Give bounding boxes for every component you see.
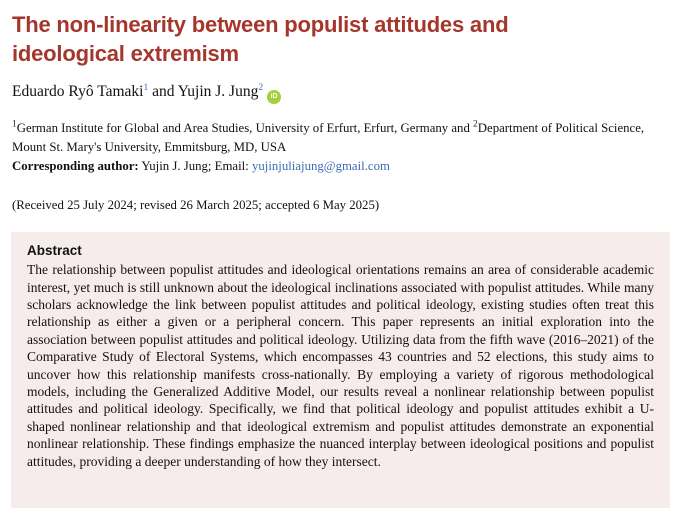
corresponding-author-text: Yujin J. Jung; Email:: [141, 158, 249, 173]
abstract-box: [11, 232, 670, 508]
author-2-affiliation-mark: 2: [258, 82, 264, 93]
affiliation-1-text: German Institute for Global and Area Studies, University of Erfurt, Erfurt, Germany and: [16, 120, 474, 135]
abstract-heading: Abstract: [27, 243, 82, 259]
corresponding-author-label: Corresponding author:: [12, 158, 139, 173]
author-1-name: Eduardo Ryô Tamaki: [12, 83, 144, 101]
affiliation-2-mark: 2: [473, 119, 478, 130]
corresponding-email-link[interactable]: yujinjuliajung@gmail.com: [251, 158, 390, 173]
article-history-dates: (Received 25 July 2024; revised 26 March 2025; accepted 6 May 2025): [12, 198, 380, 213]
orcid-icon[interactable]: iD: [267, 90, 281, 104]
affiliation-block: [12, 119, 670, 177]
affiliation-1-mark: 1: [12, 119, 17, 130]
author-byline: [12, 83, 670, 104]
affiliations-line: [12, 119, 670, 157]
abstract-text: The relationship between populist attitudes and ideological orientations remains an area of considerable academic interest, yet much is still unknown about the ideological inclinations associated with populist attitudes. While many scholars acknowledge the link between populist attitudes and political ideology, existing studies often treat this relationship as either a given or a peripheral concern. This paper represents an initial exploration into the association between populist attitudes and political ideology. Utilizing data from the fifth wave (2016–2021) of the Comparative Study of Electoral Systems, which encompasses 43 countries and 52 elections, this study aims to uncover how this relationship manifests cross-nationally. By employing a variety of rigorous methodological models, including the Generalized Additive Model, our results reveal a nonlinear relationship between populist attitudes and political ideology. Specifically, we find that political ideology and populist attitudes exhibit a U-shaped nonlinear relationship and that ideological extremism and populist attitudes demonstrate an exponential nonlinear relationship. These findings emphasize the nuanced interplay between ideological positions and populist attitudes, providing a deeper understanding of how they intersect.: [27, 262, 654, 469]
affiliation-2-text: Department of Political Science, Mount St. Mary's University, Emmitsburg, MD, USA: [12, 120, 645, 154]
author-1-affiliation-mark: 1: [143, 82, 149, 93]
corresponding-author-line: [12, 157, 670, 176]
byline-connector: and: [152, 83, 175, 101]
article-title: The non-linearity between populist attitudes and ideological extremism: [12, 12, 509, 67]
author-2-name: Yujin J. Jung: [177, 83, 259, 101]
